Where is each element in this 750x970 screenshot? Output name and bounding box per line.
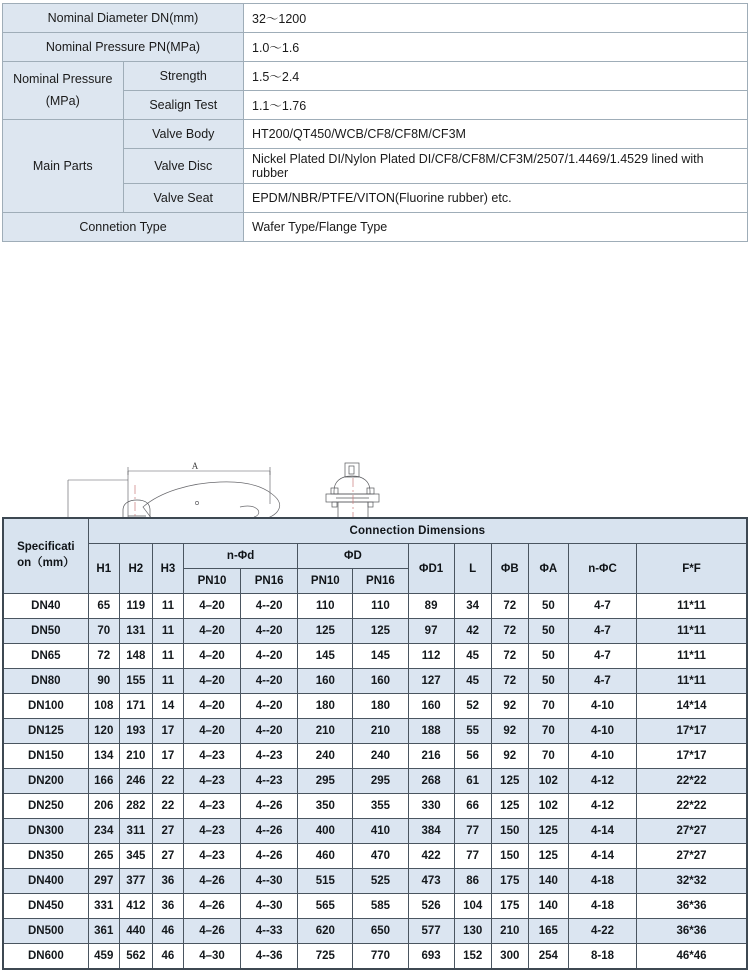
table-row [3, 62, 748, 91]
cell-nd-pn10: 4–23 [183, 744, 240, 769]
cell-nd-pn10: 4–20 [183, 669, 240, 694]
column-header-d-pn10: PN10 [298, 569, 353, 594]
cell-nd-pn16: 4--20 [241, 694, 298, 719]
cell-d-pn10: 460 [298, 844, 353, 869]
cell-phi-d1: 160 [408, 694, 454, 719]
cell-f-f: 11*11 [637, 669, 747, 694]
cell-h3: 14 [152, 694, 183, 719]
valve-technical-drawing [0, 242, 750, 517]
cell-nd-pn16: 4--26 [241, 794, 298, 819]
cell-l: 66 [454, 794, 491, 819]
table-row [3, 213, 748, 242]
cell-phi-d1: 693 [408, 944, 454, 970]
table-row [3, 694, 747, 719]
cell-n-phi-c: 4-7 [568, 644, 636, 669]
cell-f-f: 17*17 [637, 719, 747, 744]
cell-f-f: 36*36 [637, 894, 747, 919]
dimension-h-stack [63, 480, 128, 517]
nominal-pressure-group-label [3, 62, 124, 120]
cell-nd-pn16: 4--36 [241, 944, 298, 970]
cell-h3: 11 [152, 644, 183, 669]
cell-phi-b: 150 [491, 844, 528, 869]
cell-h3: 22 [152, 769, 183, 794]
cell-h2: 155 [119, 669, 152, 694]
cell-nd-pn10: 4–26 [183, 894, 240, 919]
cell-d-pn10: 210 [298, 719, 353, 744]
cell-nd-pn16: 4--23 [241, 769, 298, 794]
cell-h1: 297 [88, 869, 119, 894]
cell-h1: 120 [88, 719, 119, 744]
cell-phi-b: 175 [491, 869, 528, 894]
nominal-pressure-pn-label: Nominal Pressure PN(MPa) [3, 33, 244, 62]
cell-l: 77 [454, 819, 491, 844]
cell-h2: 131 [119, 619, 152, 644]
connection-dimensions-table-container [0, 517, 750, 970]
cell-n-phi-c: 4-10 [568, 719, 636, 744]
cell-d-pn10: 180 [298, 694, 353, 719]
cell-d-pn10: 620 [298, 919, 353, 944]
valve-disc-value: Nickel Plated DI/Nylon Plated DI/CF8/CF8M/CF3M/2507/1.4469/1.4529 lined with rubber [244, 149, 748, 184]
cell-l: 130 [454, 919, 491, 944]
cell-d-pn16: 770 [353, 944, 408, 970]
cell-h2: 311 [119, 819, 152, 844]
cell-nd-pn16: 4--20 [241, 619, 298, 644]
cell-phi-a: 125 [528, 844, 568, 869]
cell-h1: 361 [88, 919, 119, 944]
table-row [3, 894, 747, 919]
cell-n-phi-c: 4-12 [568, 769, 636, 794]
cell-h2: 148 [119, 644, 152, 669]
column-header-phi-d: ΦD [298, 544, 408, 569]
cell-nd-pn16: 4--23 [241, 744, 298, 769]
cell-h2: 440 [119, 919, 152, 944]
cell-n-phi-c: 4-12 [568, 794, 636, 819]
cell-phi-b: 92 [491, 744, 528, 769]
table-row [3, 669, 747, 694]
column-header-h2: H2 [119, 544, 152, 594]
cell-f-f: 22*22 [637, 769, 747, 794]
cell-d-pn16: 295 [353, 769, 408, 794]
column-header-d-pn16: PN16 [353, 569, 408, 594]
cell-nd-pn16: 4--20 [241, 669, 298, 694]
table-row [3, 769, 747, 794]
table-row [3, 819, 747, 844]
cell-n-phi-c: 8-18 [568, 944, 636, 970]
table-row [3, 744, 747, 769]
cell-f-f: 17*17 [637, 744, 747, 769]
cell-phi-b: 175 [491, 894, 528, 919]
cell-phi-b: 72 [491, 669, 528, 694]
cell-d-pn16: 525 [353, 869, 408, 894]
cell-nd-pn16: 4--26 [241, 819, 298, 844]
cell-phi-b: 92 [491, 719, 528, 744]
cell-nd-pn10: 4–23 [183, 769, 240, 794]
cell-h1: 459 [88, 944, 119, 970]
cell-phi-a: 140 [528, 894, 568, 919]
dim-table-body [3, 594, 747, 970]
cell-d-pn10: 295 [298, 769, 353, 794]
cell-d-pn16: 210 [353, 719, 408, 744]
cell-phi-a: 254 [528, 944, 568, 970]
cell-n-phi-c: 4-22 [568, 919, 636, 944]
cell-h2: 246 [119, 769, 152, 794]
cell-h3: 27 [152, 819, 183, 844]
nominal-pressure-pn-value: 1.0～1.6 [244, 33, 748, 62]
cell-l: 61 [454, 769, 491, 794]
cell-h3: 46 [152, 944, 183, 970]
cell-phi-d1: 112 [408, 644, 454, 669]
handle-bracket [113, 500, 165, 517]
cell-d-pn16: 650 [353, 919, 408, 944]
cell-h1: 72 [88, 644, 119, 669]
cell-phi-a: 102 [528, 794, 568, 819]
cell-d-pn16: 470 [353, 844, 408, 869]
cell-nd-pn10: 4–20 [183, 594, 240, 619]
cell-nd-pn10: 4–30 [183, 944, 240, 970]
cell-h1: 70 [88, 619, 119, 644]
cell-h3: 36 [152, 869, 183, 894]
cell-phi-d1: 89 [408, 594, 454, 619]
cell-l: 77 [454, 844, 491, 869]
cell-spec: DN65 [3, 644, 88, 669]
cell-d-pn10: 350 [298, 794, 353, 819]
column-header-n-phi-d: n-Φd [183, 544, 297, 569]
connection-dimensions-table [2, 517, 748, 970]
valve-drawing-svg [0, 242, 750, 517]
table-row [3, 619, 747, 644]
cell-n-phi-c: 4-18 [568, 894, 636, 919]
column-header-l: L [454, 544, 491, 594]
dimension-a [128, 467, 270, 517]
cell-l: 34 [454, 594, 491, 619]
cell-f-f: 22*22 [637, 794, 747, 819]
cell-phi-a: 70 [528, 694, 568, 719]
column-header-phi-d1: ΦD1 [408, 544, 454, 594]
cell-spec: DN350 [3, 844, 88, 869]
cell-h2: 193 [119, 719, 152, 744]
cell-phi-a: 70 [528, 744, 568, 769]
cell-nd-pn10: 4–20 [183, 644, 240, 669]
cell-spec: DN600 [3, 944, 88, 970]
cell-nd-pn10: 4–23 [183, 794, 240, 819]
nominal-pressure-group-label-line1: Nominal Pressure [13, 71, 113, 86]
dimension-a-label: A [191, 461, 199, 471]
cell-h3: 11 [152, 594, 183, 619]
cell-phi-b: 300 [491, 944, 528, 970]
cell-phi-b: 72 [491, 644, 528, 669]
cell-spec: DN100 [3, 694, 88, 719]
cell-f-f: 32*32 [637, 869, 747, 894]
cell-nd-pn10: 4–20 [183, 694, 240, 719]
cell-phi-b: 72 [491, 594, 528, 619]
cell-h1: 108 [88, 694, 119, 719]
cell-phi-d1: 127 [408, 669, 454, 694]
table-row [3, 644, 747, 669]
cell-spec: DN500 [3, 919, 88, 944]
cell-h1: 265 [88, 844, 119, 869]
cell-h2: 119 [119, 594, 152, 619]
cell-spec: DN300 [3, 819, 88, 844]
cell-spec: DN80 [3, 669, 88, 694]
cell-h3: 36 [152, 894, 183, 919]
cell-nd-pn10: 4–26 [183, 869, 240, 894]
column-header-phi-a: ΦA [528, 544, 568, 594]
side-view-cap [334, 463, 370, 494]
cell-h3: 27 [152, 844, 183, 869]
cell-f-f: 46*46 [637, 944, 747, 970]
cell-h1: 331 [88, 894, 119, 919]
valve-seat-sublabel: Valve Seat [123, 184, 244, 213]
cell-phi-d1: 422 [408, 844, 454, 869]
handle-lever [143, 482, 280, 517]
cell-n-phi-c: 4-10 [568, 694, 636, 719]
cell-d-pn16: 410 [353, 819, 408, 844]
cell-h1: 90 [88, 669, 119, 694]
table-row [3, 4, 748, 33]
cell-n-phi-c: 4-14 [568, 819, 636, 844]
sealign-test-sublabel: Sealign Test [123, 91, 244, 120]
cell-h1: 206 [88, 794, 119, 819]
cell-d-pn16: 110 [353, 594, 408, 619]
cell-spec: DN450 [3, 894, 88, 919]
connection-dimensions-group-header: Connection Dimensions [88, 518, 747, 544]
cell-d-pn10: 515 [298, 869, 353, 894]
cell-h3: 22 [152, 794, 183, 819]
column-header-nd-pn10: PN10 [183, 569, 240, 594]
cell-l: 42 [454, 619, 491, 644]
cell-nd-pn16: 4--30 [241, 869, 298, 894]
cell-d-pn10: 240 [298, 744, 353, 769]
column-header-f-f: F*F [637, 544, 747, 594]
valve-body-sublabel: Valve Body [123, 120, 244, 149]
cell-phi-d1: 188 [408, 719, 454, 744]
cell-phi-a: 102 [528, 769, 568, 794]
cell-nd-pn10: 4–23 [183, 844, 240, 869]
cell-h2: 210 [119, 744, 152, 769]
column-header-h1: H1 [88, 544, 119, 594]
cell-n-phi-c: 4-7 [568, 594, 636, 619]
cell-n-phi-c: 4-18 [568, 869, 636, 894]
cell-nd-pn16: 4--30 [241, 894, 298, 919]
cell-h1: 134 [88, 744, 119, 769]
cell-phi-d1: 268 [408, 769, 454, 794]
cell-nd-pn16: 4--33 [241, 919, 298, 944]
cell-d-pn10: 160 [298, 669, 353, 694]
cell-d-pn16: 145 [353, 644, 408, 669]
cell-h3: 17 [152, 719, 183, 744]
cell-d-pn16: 355 [353, 794, 408, 819]
cell-h1: 234 [88, 819, 119, 844]
cell-nd-pn16: 4--20 [241, 594, 298, 619]
table-row [3, 33, 748, 62]
table-row [3, 120, 748, 149]
cell-h2: 412 [119, 894, 152, 919]
cell-phi-d1: 526 [408, 894, 454, 919]
cell-phi-b: 150 [491, 819, 528, 844]
cell-d-pn16: 125 [353, 619, 408, 644]
cell-nd-pn10: 4–20 [183, 619, 240, 644]
cell-d-pn10: 725 [298, 944, 353, 970]
table-row [3, 844, 747, 869]
cell-f-f: 27*27 [637, 844, 747, 869]
cell-f-f: 27*27 [637, 819, 747, 844]
valve-disc-sublabel: Valve Disc [123, 149, 244, 184]
column-header-n-phi-c: n-ΦC [568, 544, 636, 594]
cell-n-phi-c: 4-10 [568, 744, 636, 769]
cell-spec: DN50 [3, 619, 88, 644]
cell-spec: DN200 [3, 769, 88, 794]
cell-phi-a: 165 [528, 919, 568, 944]
cell-nd-pn10: 4–26 [183, 919, 240, 944]
cell-nd-pn16: 4--26 [241, 844, 298, 869]
cell-f-f: 11*11 [637, 619, 747, 644]
cell-l: 52 [454, 694, 491, 719]
cell-d-pn16: 180 [353, 694, 408, 719]
cell-phi-a: 50 [528, 669, 568, 694]
cell-l: 152 [454, 944, 491, 970]
cell-n-phi-c: 4-7 [568, 619, 636, 644]
cell-f-f: 11*11 [637, 644, 747, 669]
centerlines [62, 485, 212, 517]
cell-phi-b: 72 [491, 619, 528, 644]
cell-phi-d1: 473 [408, 869, 454, 894]
cell-spec: DN40 [3, 594, 88, 619]
cell-phi-d1: 577 [408, 919, 454, 944]
connection-type-label: Connetion Type [3, 213, 244, 242]
cell-n-phi-c: 4-7 [568, 669, 636, 694]
spec-column-header [3, 518, 88, 594]
cell-spec: DN250 [3, 794, 88, 819]
cell-phi-d1: 97 [408, 619, 454, 644]
cell-phi-a: 50 [528, 644, 568, 669]
table-row [3, 794, 747, 819]
column-header-phi-b: ΦB [491, 544, 528, 594]
cell-d-pn10: 110 [298, 594, 353, 619]
cell-phi-d1: 384 [408, 819, 454, 844]
cell-h1: 166 [88, 769, 119, 794]
cell-f-f: 11*11 [637, 594, 747, 619]
cell-h2: 562 [119, 944, 152, 970]
main-parts-label: Main Parts [3, 120, 124, 213]
cell-d-pn10: 145 [298, 644, 353, 669]
table-row [3, 719, 747, 744]
specification-table [2, 3, 748, 242]
cell-h3: 11 [152, 619, 183, 644]
cell-h2: 171 [119, 694, 152, 719]
cell-phi-a: 140 [528, 869, 568, 894]
spec-column-header-line1: Specificati [17, 541, 75, 554]
cell-n-phi-c: 4-14 [568, 844, 636, 869]
cell-phi-a: 70 [528, 719, 568, 744]
strength-sublabel: Strength [123, 62, 244, 91]
sealign-test-value: 1.1～1.76 [244, 91, 748, 120]
spec-column-header-line2: on（mm） [17, 557, 75, 569]
cell-l: 86 [454, 869, 491, 894]
cell-h3: 46 [152, 919, 183, 944]
cell-phi-a: 125 [528, 819, 568, 844]
cell-nd-pn16: 4--20 [241, 719, 298, 744]
table-row [3, 594, 747, 619]
cell-spec: DN150 [3, 744, 88, 769]
cell-d-pn16: 240 [353, 744, 408, 769]
cell-f-f: 14*14 [637, 694, 747, 719]
cell-phi-d1: 216 [408, 744, 454, 769]
cell-h2: 282 [119, 794, 152, 819]
nominal-pressure-group-label-line2: (MPa) [45, 93, 80, 108]
cell-phi-b: 92 [491, 694, 528, 719]
cell-h2: 377 [119, 869, 152, 894]
cell-spec: DN400 [3, 869, 88, 894]
cell-f-f: 36*36 [637, 919, 747, 944]
dim-header-row-2 [3, 544, 747, 569]
cell-d-pn10: 565 [298, 894, 353, 919]
cell-d-pn10: 125 [298, 619, 353, 644]
nominal-diameter-label: Nominal Diameter DN(mm) [3, 4, 244, 33]
column-header-h3: H3 [152, 544, 183, 594]
connection-type-value: Wafer Type/Flange Type [244, 213, 748, 242]
table-row [3, 944, 747, 970]
cell-l: 104 [454, 894, 491, 919]
cell-phi-b: 125 [491, 769, 528, 794]
cell-h2: 345 [119, 844, 152, 869]
cell-l: 45 [454, 669, 491, 694]
table-row [3, 919, 747, 944]
column-header-nd-pn16: PN16 [241, 569, 298, 594]
cell-phi-d1: 330 [408, 794, 454, 819]
cell-h1: 65 [88, 594, 119, 619]
cell-phi-a: 50 [528, 619, 568, 644]
cell-h3: 11 [152, 669, 183, 694]
cell-h3: 17 [152, 744, 183, 769]
valve-body-value: HT200/QT450/WCB/CF8/CF8M/CF3M [244, 120, 748, 149]
strength-value: 1.5～2.4 [244, 62, 748, 91]
specification-table-container [0, 0, 750, 242]
cell-nd-pn16: 4--20 [241, 644, 298, 669]
cell-l: 56 [454, 744, 491, 769]
nominal-diameter-value: 32～1200 [244, 4, 748, 33]
cell-d-pn10: 400 [298, 819, 353, 844]
cell-nd-pn10: 4–20 [183, 719, 240, 744]
cell-l: 55 [454, 719, 491, 744]
cell-d-pn16: 585 [353, 894, 408, 919]
table-row [3, 869, 747, 894]
cell-nd-pn10: 4–23 [183, 819, 240, 844]
dim-header-row-1 [3, 518, 747, 544]
cell-d-pn16: 160 [353, 669, 408, 694]
cell-l: 45 [454, 644, 491, 669]
cell-phi-a: 50 [528, 594, 568, 619]
cell-spec: DN125 [3, 719, 88, 744]
cell-phi-b: 125 [491, 794, 528, 819]
cell-phi-b: 210 [491, 919, 528, 944]
valve-seat-value: EPDM/NBR/PTFE/VITON(Fluorine rubber) etc. [244, 184, 748, 213]
